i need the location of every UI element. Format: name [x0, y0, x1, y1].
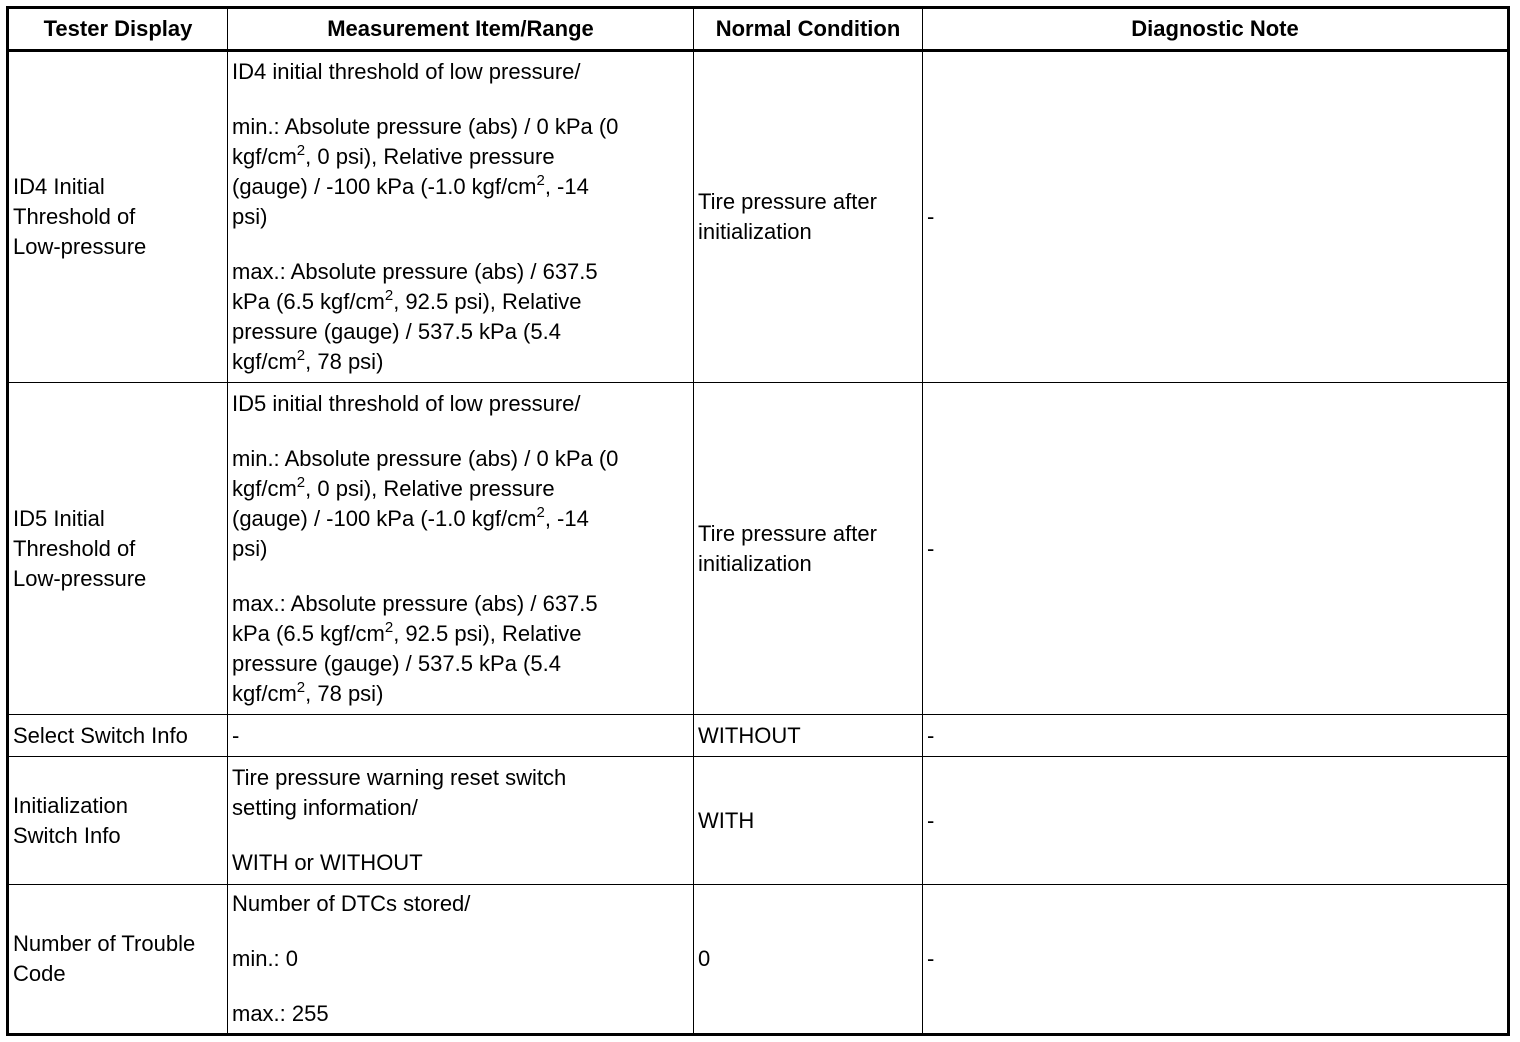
tester-display-cell: ID5 Initial Threshold of Low-pressure [8, 383, 228, 715]
table-row [8, 757, 1509, 885]
diagnostic-note-cell: - [923, 715, 1509, 757]
measurement-cell: - [228, 715, 694, 757]
normal-condition-cell: Tire pressure after initialization [694, 383, 923, 715]
table-row [8, 715, 1509, 757]
header-normal-condition: Normal Condition [694, 8, 923, 51]
diagnostic-note-cell: - [923, 383, 1509, 715]
measurement-cell: ID5 initial threshold of low pressure/ min.: Absolute pressure (abs) / 0 kPa (0 kgf/$cm^2$, 0 psi), Relative pressure (gauge) / -100 kPa (-1.0 kgf/$cm^2$, -14 psi) max.: Absolute pressure (abs) / 637.5 kPa (6.5 kgf/$cm^2$, 92.5 psi), Relative pressure (gauge) / 537.5 kPa (5.4 kgf/$cm^2$, 78 psi) [228, 383, 694, 715]
tester-display-cell: Select Switch Info [8, 715, 228, 757]
header-tester-display: Tester Display [8, 8, 228, 51]
header-measurement-item-range: Measurement Item/Range [228, 8, 694, 51]
data-monitor-table [6, 6, 1510, 1036]
normal-condition-cell: Tire pressure after initialization [694, 51, 923, 383]
table-row [8, 885, 1509, 1035]
table-row [8, 383, 1509, 715]
table-row [8, 51, 1509, 383]
header-row [8, 8, 1509, 51]
header-diagnostic-note: Diagnostic Note [923, 8, 1509, 51]
normal-condition-cell: 0 [694, 885, 923, 1035]
diagnostic-note-cell: - [923, 51, 1509, 383]
tester-display-cell: Number of Trouble Code [8, 885, 228, 1035]
tester-display-cell: Initialization Switch Info [8, 757, 228, 885]
measurement-cell: Tire pressure warning reset switch setting information/ WITH or WITHOUT [228, 757, 694, 885]
tester-display-cell: ID4 Initial Threshold of Low-pressure [8, 51, 228, 383]
diagnostic-note-cell: - [923, 885, 1509, 1035]
normal-condition-cell: WITH [694, 757, 923, 885]
measurement-cell: Number of DTCs stored/ min.: 0 max.: 255 [228, 885, 694, 1035]
normal-condition-cell: WITHOUT [694, 715, 923, 757]
measurement-cell: ID4 initial threshold of low pressure/ min.: Absolute pressure (abs) / 0 kPa (0 kgf/$cm^2$, 0 psi), Relative pressure (gauge) / -100 kPa (-1.0 kgf/$cm^2$, -14 psi) max.: Absolute pressure (abs) / 637.5 kPa (6.5 kgf/$cm^2$, 92.5 psi), Relative pressure (gauge) / 537.5 kPa (5.4 kgf/$cm^2$, 78 psi) [228, 51, 694, 383]
diagnostic-note-cell: - [923, 757, 1509, 885]
